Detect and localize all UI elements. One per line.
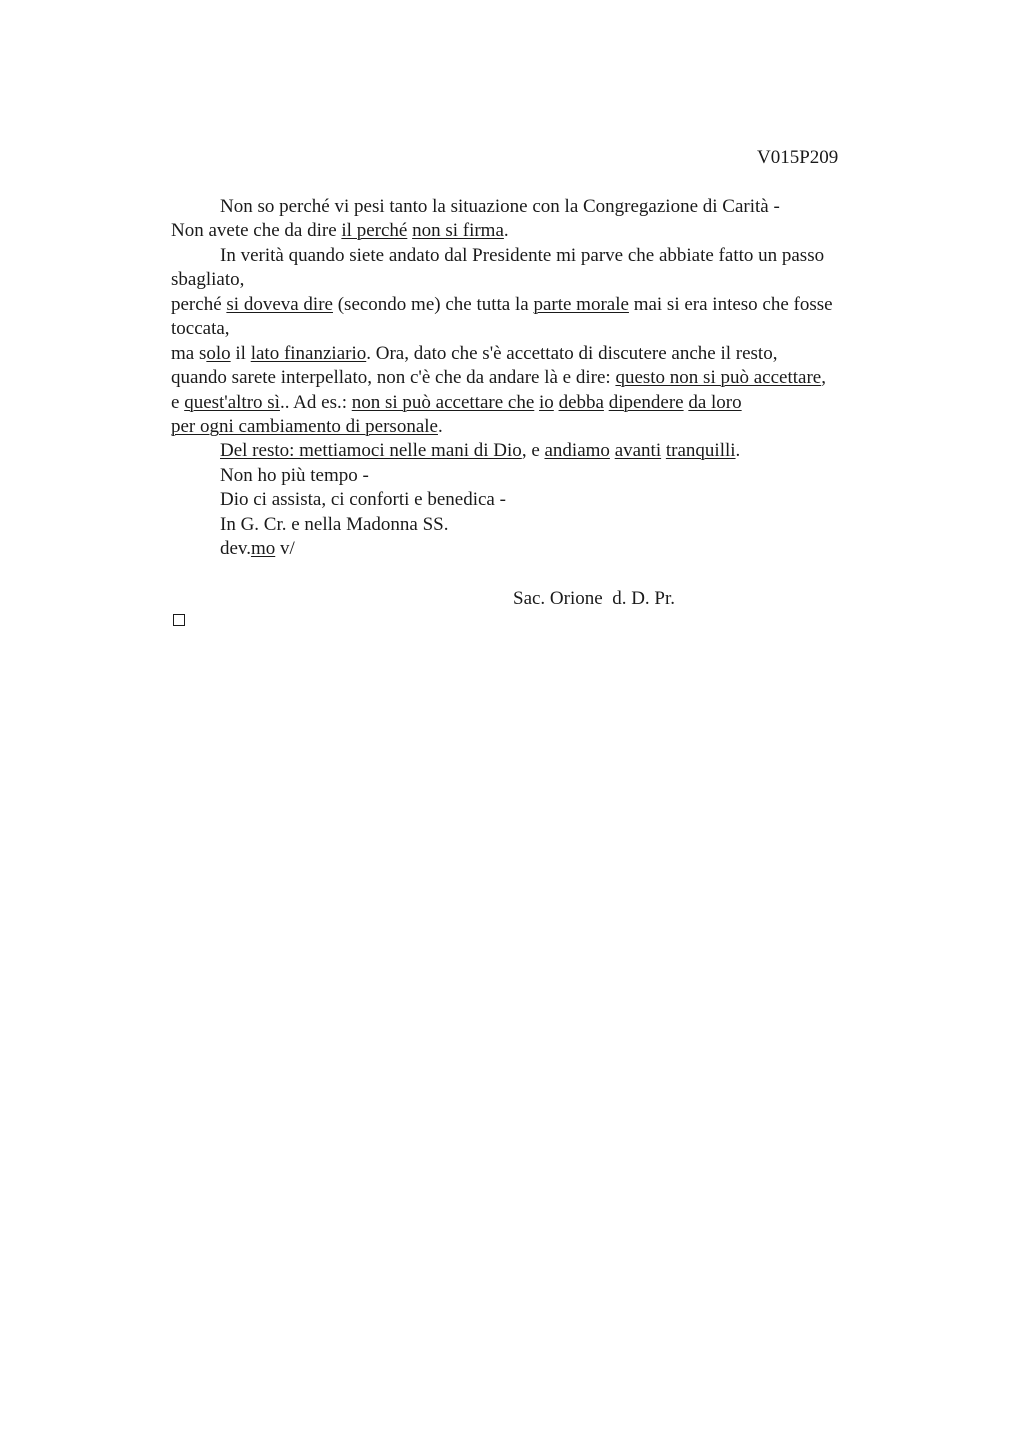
signature: Sac. Orione d. D. Pr. <box>513 588 676 609</box>
text-segment: ma s <box>171 342 207 364</box>
letter-line <box>171 464 901 488</box>
underlined-text: mo <box>250 538 276 560</box>
underlined-text: parte morale <box>533 293 629 315</box>
underlined-text: tranquilli <box>665 440 736 462</box>
text-segment: v/ <box>275 538 295 560</box>
text-segment: Non so perché vi pesi tanto la situazione con la Congregazione di Carità - <box>220 196 780 217</box>
text-segment: . <box>735 440 741 462</box>
letter-line <box>171 268 901 292</box>
letter-line <box>171 244 901 268</box>
text-segment: . <box>437 415 443 437</box>
letter-line <box>171 342 901 366</box>
text-segment: mai si era inteso che fosse <box>628 293 833 315</box>
letter-line <box>171 317 901 341</box>
letter-line <box>171 391 901 415</box>
letter-body <box>171 195 901 562</box>
underlined-text: si doveva dire <box>226 293 333 315</box>
letter-line <box>171 415 901 439</box>
text-segment: .. Ad es.: <box>279 391 352 413</box>
text-segment: il <box>230 342 251 364</box>
underlined-text: per ogni cambiamento di personale <box>171 415 438 437</box>
underlined-text: dipendere <box>608 391 684 413</box>
text-segment: e <box>171 391 185 413</box>
text-segment: In G. Cr. e nella Madonna SS. <box>220 513 449 535</box>
text-segment: , <box>821 367 826 389</box>
underlined-text: olo <box>206 342 231 364</box>
underlined-text: non si firma <box>412 220 504 242</box>
text-segment: Non ho più tempo - <box>220 464 369 486</box>
text-segment: (secondo me) che tutta la <box>332 293 534 315</box>
text-segment: . Ora, dato che s'è accettato di discutere anche il resto, <box>366 342 778 364</box>
underlined-text: avanti <box>614 440 662 462</box>
text-segment: , e <box>521 440 545 462</box>
underlined-text: questo non si può accettare <box>615 367 822 389</box>
text-segment: Dio ci assista, ci conforti e benedica - <box>220 489 506 511</box>
underlined-text: non si può accettare che <box>351 391 535 413</box>
letter-line <box>171 439 901 463</box>
underlined-text: da loro <box>688 391 742 413</box>
page-reference: V015P209 <box>757 147 839 168</box>
underlined-text: il perché <box>341 220 408 242</box>
text-segment: dev. <box>220 538 251 560</box>
underlined-text: andiamo <box>544 440 610 462</box>
underlined-text: quest'altro sì <box>184 391 280 413</box>
text-segment: quando sarete interpellato, non c'è che da andare là e dire: <box>171 367 616 389</box>
underlined-text: lato finanziario <box>250 342 367 364</box>
text-segment: toccata, <box>171 318 230 340</box>
letter-line <box>171 537 901 561</box>
text-segment: Non avete che da dire <box>171 220 342 242</box>
text-segment: In verità quando siete andato dal Presidente mi parve che abbiate fatto un passo <box>220 244 825 266</box>
letter-line <box>171 219 901 243</box>
text-segment: . <box>503 220 509 242</box>
letter-line <box>171 293 901 317</box>
letter-line <box>171 488 901 512</box>
empty-square-icon <box>173 614 185 626</box>
letter-line <box>171 195 901 219</box>
letter-line <box>171 513 901 537</box>
text-segment: perché <box>171 293 227 315</box>
underlined-text: debba <box>558 391 604 413</box>
letter-line <box>171 366 901 390</box>
underlined-text: Del resto: mettiamoci nelle mani di Dio <box>220 440 522 462</box>
underlined-text: io <box>539 391 554 413</box>
text-segment: sbagliato, <box>171 269 245 291</box>
